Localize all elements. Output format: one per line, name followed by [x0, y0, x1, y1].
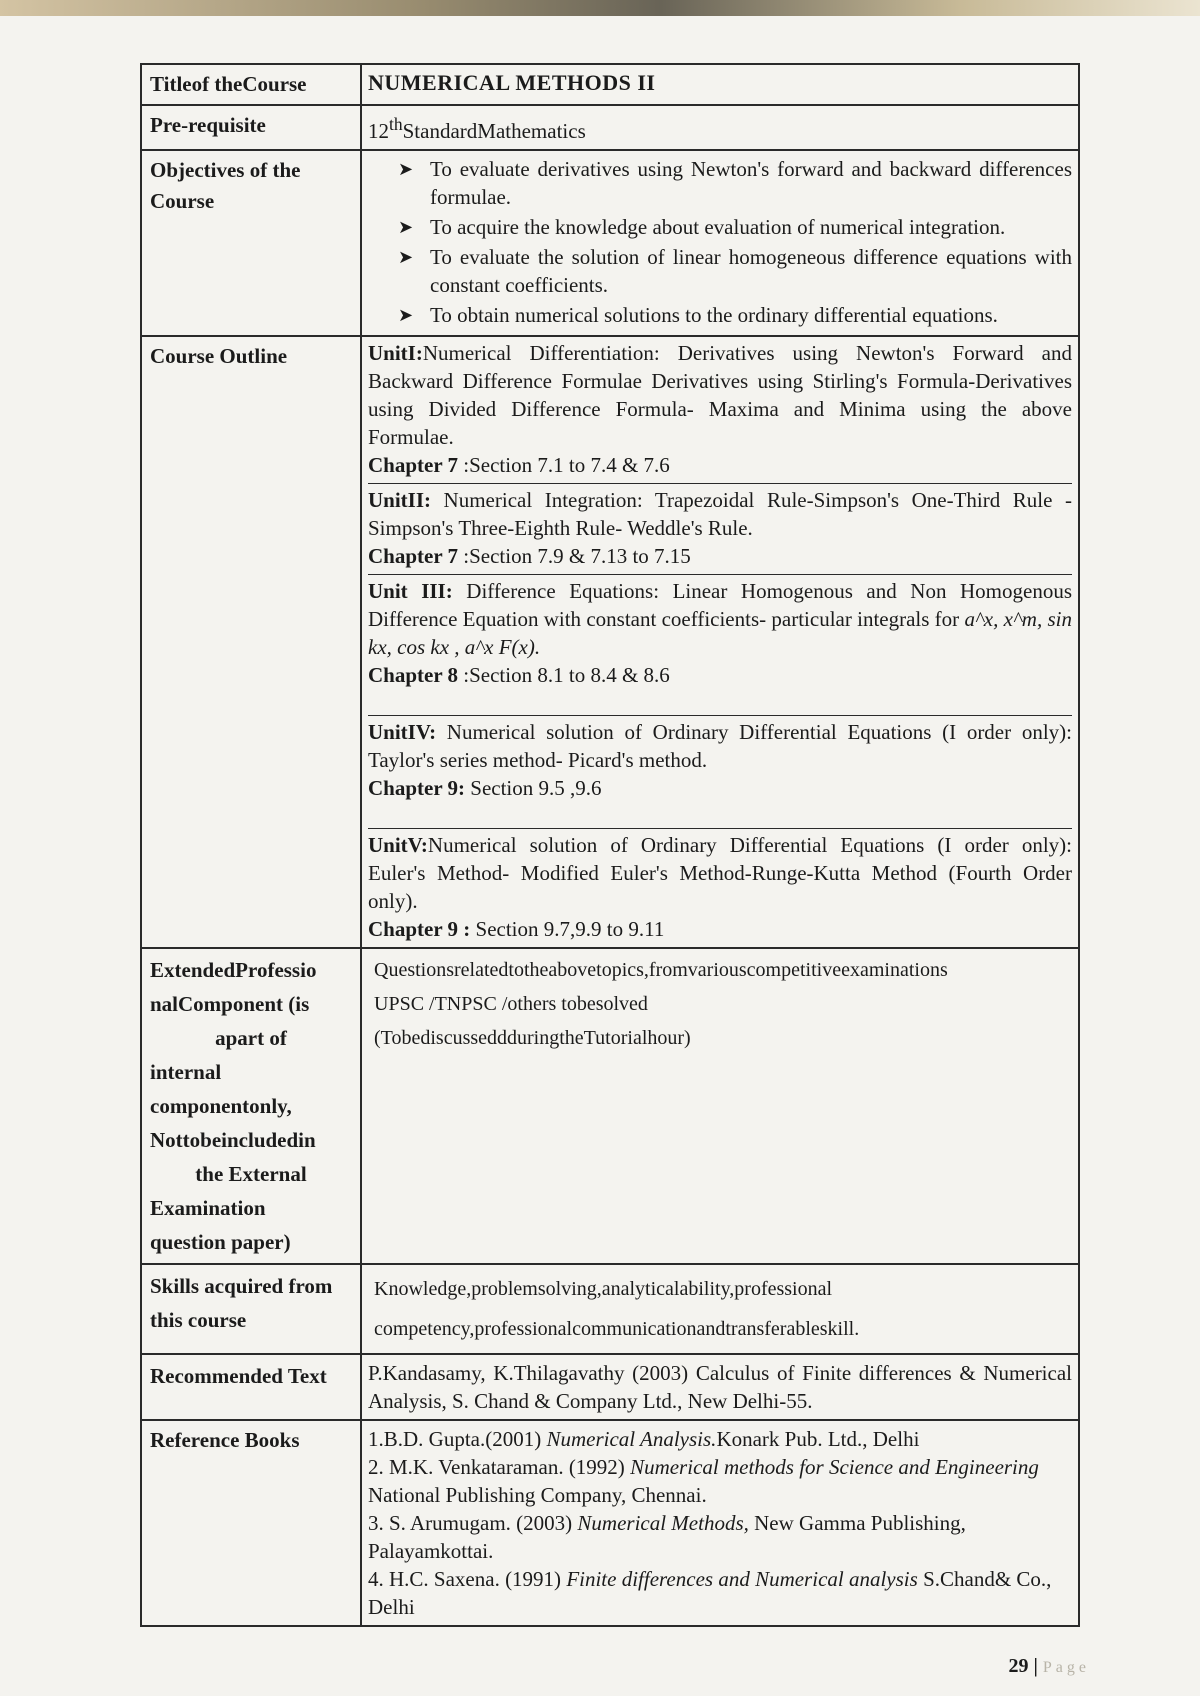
row-reference-books: [140, 1421, 1080, 1627]
chapter-sections: :Section 8.1 to 8.4 & 8.6: [458, 663, 670, 687]
unit-text: Numerical Integration: Trapezoidal Rule-Simpson's One-Third Rule - Simpson's Three-Eighth Rule- Weddle's Rule.: [368, 488, 1072, 540]
chapter-heading: Chapter 9:: [368, 776, 466, 800]
chapter-heading: Chapter 7: [368, 453, 459, 477]
recommended-label: Recommended Text: [142, 1355, 362, 1419]
extended-line: UPSC /TNPSC /others tobesolved: [374, 993, 648, 1015]
objectives-list: [368, 155, 1072, 329]
chapter-heading: Chapter 7: [368, 544, 459, 568]
row-skills: [140, 1265, 1080, 1355]
reference-value: [362, 1421, 1078, 1625]
arrow-bullet-icon: ➤: [398, 305, 414, 325]
reference-item: 1.B.D. Gupta.(2001) Numerical Analysis.Konark Pub. Ltd., Delhi: [368, 1427, 920, 1451]
objectives-label: Objectives of the Course: [142, 151, 362, 335]
arrow-bullet-icon: ➤: [398, 247, 414, 267]
prereq-sup: th: [389, 114, 403, 134]
row-title: [140, 63, 1080, 106]
outline-value: [362, 337, 1078, 947]
unit-heading: UnitII:: [368, 488, 432, 512]
unit-text: Difference Equations: Linear Homogenous and Non Homogenous Difference Equation with constant coefficients- particular integrals for: [368, 579, 1072, 631]
page-word: Page: [1042, 1659, 1090, 1676]
unit-text: Numerical solution of Ordinary Differential Equations (I order only): Taylor's series method- Picard's method.: [368, 720, 1072, 772]
prerequisite-label: Pre-requisite: [142, 106, 362, 149]
unit-5: [368, 829, 1072, 947]
photo-edge-strip: [0, 0, 1200, 16]
reference-item: 3. S. Arumugam. (2003) Numerical Methods, New Gamma Publishing, Palayamkottai.: [368, 1511, 966, 1563]
arrow-bullet-icon: ➤: [398, 159, 414, 179]
arrow-bullet-icon: ➤: [398, 217, 414, 237]
unit-heading: Unit III:: [368, 579, 453, 603]
chapter-sections: Section 9.5 ,9.6: [465, 776, 602, 800]
chapter-heading: Chapter 9 :: [368, 917, 471, 941]
row-extended-component: [140, 949, 1080, 1265]
unit-heading: UnitV:: [368, 833, 428, 857]
unit-4: [368, 716, 1072, 829]
course-title: NUMERICAL METHODS II: [368, 70, 656, 95]
reference-item: 4. H.C. Saxena. (1991) Finite differences and Numerical analysis S.Chand& Co., Delhi: [368, 1567, 1052, 1619]
reference-label: Reference Books: [142, 1421, 362, 1625]
prereq-number: 12: [368, 119, 389, 143]
unit-heading: UnitI:: [368, 341, 423, 365]
unit-heading: UnitIV:: [368, 720, 437, 744]
syllabus-table: [140, 63, 1080, 1627]
row-course-outline: [140, 337, 1080, 949]
page-number: 29: [1008, 1655, 1029, 1677]
unit-text: Numerical Differentiation: Derivatives using Newton's Forward and Backward Difference Formulae Derivatives using Stirling's Formula-Derivatives using Divided Difference Formula- Maxima and Minima using the above Formulae.: [368, 341, 1072, 449]
unit-2: [368, 484, 1072, 575]
extended-value: [362, 949, 1078, 1263]
extended-label: ExtendedProfessio nalComponent (is apart of internal componentonly, Nottobeincludedin the External Examination question paper): [142, 949, 362, 1263]
page-footer: [1008, 1655, 1090, 1678]
chapter-heading: Chapter 8: [368, 663, 459, 687]
title-label: Titleof theCourse: [142, 65, 362, 104]
objectives-value: [362, 151, 1078, 335]
prerequisite-value: [362, 106, 1078, 149]
extended-line: Questionsrelatedtotheabovetopics,fromvariouscompetitiveexaminations: [374, 959, 948, 981]
unit-3: [368, 575, 1072, 716]
recommended-value: P.Kandasamy, K.Thilagavathy (2003) Calculus of Finite differences & Numerical Analysis, S. Chand & Company Ltd., New Delhi-55.: [368, 1361, 1072, 1413]
outline-label: Course Outline: [142, 337, 362, 947]
skills-label: Skills acquired from this course: [142, 1265, 362, 1353]
objective-item: ➤ To obtain numerical solutions to the ordinary differential equations.: [398, 303, 998, 327]
objective-item: ➤ To acquire the knowledge about evaluation of numerical integration.: [398, 215, 1006, 239]
chapter-sections: Section 9.7,9.9 to 9.11: [470, 917, 665, 941]
row-prerequisite: [140, 106, 1080, 151]
prereq-text: StandardMathematics: [402, 119, 586, 143]
reference-item: 2. M.K. Venkataraman. (1992) Numerical methods for Science and Engineering National Publishing Company, Chennai.: [368, 1455, 1039, 1507]
unit-text: Numerical solution of Ordinary Differential Equations (I order only): Euler's Method- Modified Euler's Method-Runge-Kutta Method (Fourth Order only).: [368, 833, 1072, 913]
unit-1: [368, 337, 1072, 484]
row-objectives: [140, 151, 1080, 337]
extended-line: (TobediscusseddduringtheTutorialhour): [374, 1027, 691, 1049]
chapter-sections: :Section 7.9 & 7.13 to 7.15: [458, 544, 691, 568]
chapter-sections: :Section 7.1 to 7.4 & 7.6: [458, 453, 670, 477]
math-expression: a^x, x^m, sin kx, cos kx , a^x F(x).: [368, 607, 1072, 659]
objective-item: ➤ To evaluate the solution of linear homogeneous difference equations with constant coefficients.: [398, 245, 1072, 297]
objective-item: ➤ To evaluate derivatives using Newton's forward and backward differences formulae.: [398, 157, 1072, 209]
skills-value: Knowledge,problemsolving,analyticalability,professional competency,professionalcommunicationandtransferableskill.: [374, 1278, 860, 1340]
row-recommended-text: [140, 1355, 1080, 1421]
page-separator: |: [1033, 1655, 1038, 1677]
